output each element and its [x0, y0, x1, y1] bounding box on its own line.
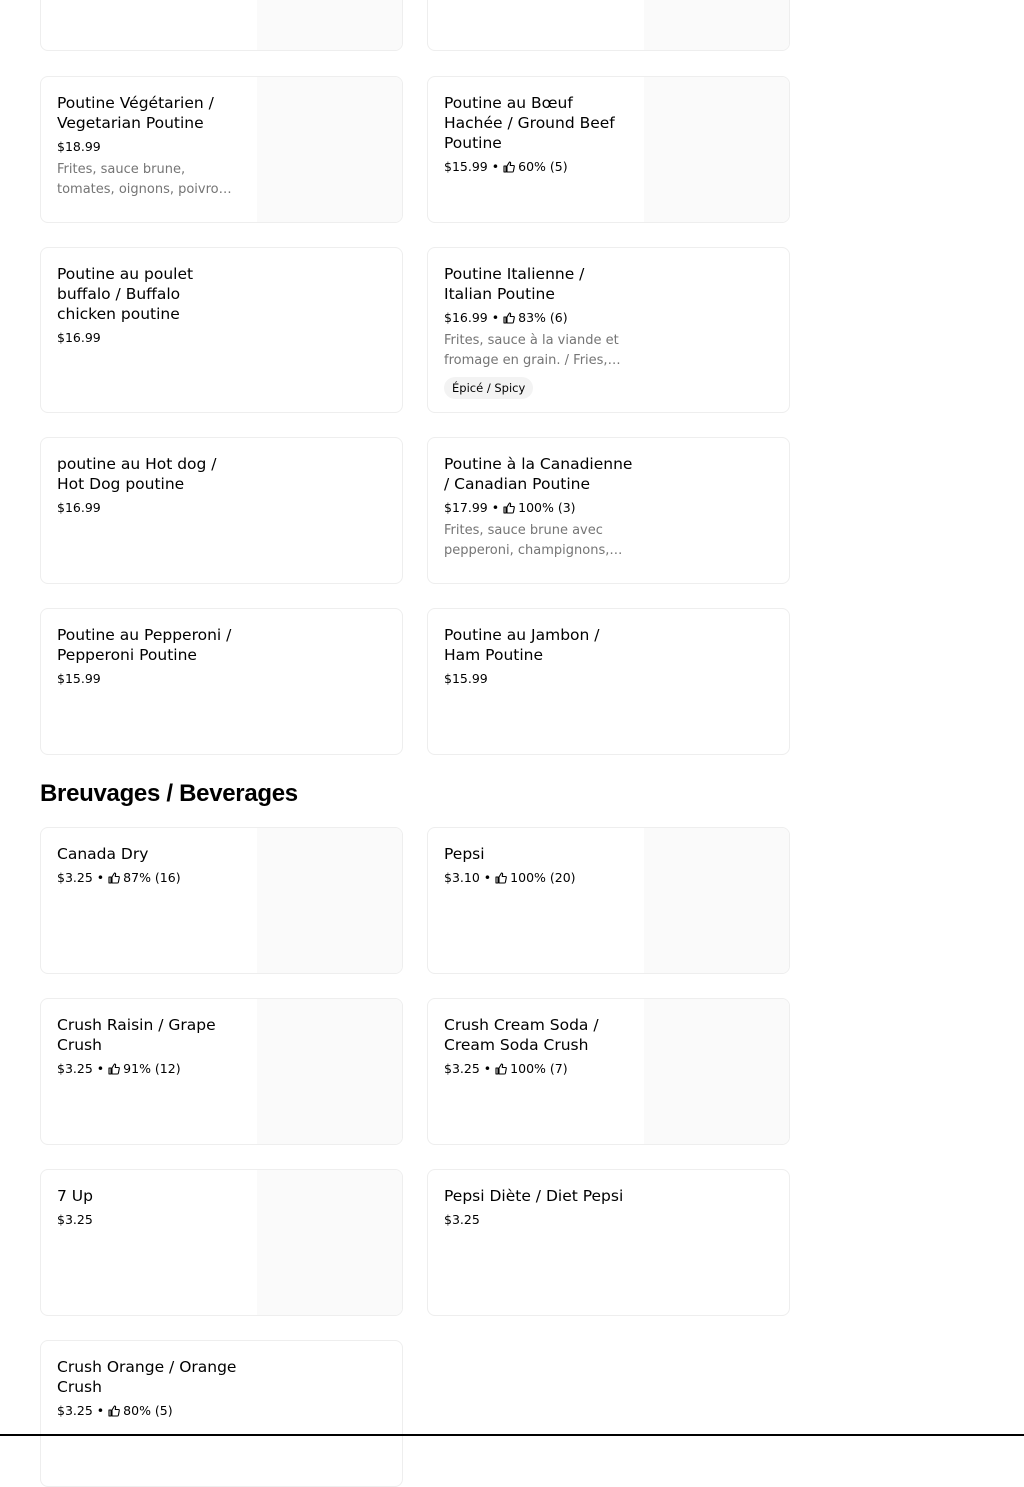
item-image-placeholder: [257, 0, 402, 50]
thumbs-up-icon: [495, 872, 507, 884]
item-rating: 83% (6): [518, 310, 568, 325]
item-title: Poutine Végétarien / Vegetarian Poutine: [57, 94, 214, 132]
item-price: $15.99: [444, 671, 488, 686]
item-price: $3.25: [57, 1403, 93, 1418]
item-title: Crush Cream Soda / Cream Soda Crush: [444, 1016, 599, 1054]
item-title: Pepsi Diète / Diet Pepsi: [444, 1187, 624, 1205]
thumbs-up-icon: [108, 872, 120, 884]
thumbs-up-icon: [503, 161, 515, 173]
item-price: $17.99: [444, 500, 488, 515]
item-title: Pepsi: [444, 845, 485, 863]
item-rating: 80% (5): [123, 1403, 173, 1418]
thumbs-up-icon: [503, 502, 515, 514]
menu-item-card[interactable]: Crush Cream Soda / Cream Soda Crush $3.25 • 100% (7): [427, 998, 790, 1145]
item-price: $16.99: [57, 330, 101, 345]
menu-item-card[interactable]: [427, 1169, 790, 1316]
item-title: 7 Up: [57, 1187, 93, 1205]
item-title: Poutine au Jambon / Ham Poutine: [444, 626, 600, 664]
menu-item-card[interactable]: Crush Orange / Orange Crush $3.25 • 80% (5): [40, 1340, 403, 1487]
menu-item-card[interactable]: [40, 1169, 403, 1316]
section-title-beverages: Breuvages / Beverages: [40, 780, 298, 807]
item-title: poutine au Hot dog / Hot Dog poutine: [57, 455, 217, 493]
item-image-placeholder: [644, 828, 789, 973]
item-image-placeholder: [257, 999, 402, 1144]
item-image-placeholder: [644, 77, 789, 222]
item-rating: 87% (16): [123, 870, 181, 885]
menu-item-card[interactable]: [40, 247, 403, 413]
menu-item-card[interactable]: Crush Raisin / Grape Crush $3.25 • 91% (12): [40, 998, 403, 1145]
item-price: $16.99: [57, 500, 101, 515]
menu-item-card[interactable]: [427, 608, 790, 755]
item-price: $18.99: [57, 139, 101, 154]
menu-item-card[interactable]: [40, 608, 403, 755]
item-description: Frites, sauce à la viande et fromage en grain. / Fries,: [444, 333, 619, 368]
item-price: $16.99: [444, 310, 488, 325]
item-price: $15.99: [444, 159, 488, 174]
item-price: $3.10: [444, 870, 480, 885]
menu-item-card-partial[interactable]: [40, 0, 403, 51]
item-image-placeholder: [257, 1170, 402, 1315]
item-rating: 91% (12): [123, 1061, 181, 1076]
menu-item-card-partial[interactable]: [427, 0, 790, 51]
menu-item-card[interactable]: Canada Dry $3.25 • 87% (16): [40, 827, 403, 974]
menu-item-card[interactable]: [40, 437, 403, 584]
item-price: $3.25: [57, 1061, 93, 1076]
item-rating: 60% (5): [518, 159, 568, 174]
item-description: Frites, sauce brune avec pepperoni, champignons,: [444, 523, 610, 558]
menu-item-card[interactable]: Poutine Italienne / Italian Poutine $16.99 • 83% (6) Frites, sauce à la viande et fromage en grain. / Fries, Épicé / Spicy: [427, 247, 790, 413]
item-image-placeholder: [644, 999, 789, 1144]
item-image-placeholder: [257, 77, 402, 222]
thumbs-up-icon: [503, 312, 515, 324]
item-title: Crush Orange / Orange Crush: [57, 1358, 237, 1396]
menu-item-card[interactable]: [40, 76, 403, 223]
item-price: $3.25: [444, 1061, 480, 1076]
item-description: Frites, sauce brune, tomates, oignons, poivrons: [57, 162, 234, 197]
item-image-placeholder: [644, 0, 789, 50]
item-title: Poutine Italienne / Italian Poutine: [444, 265, 585, 303]
thumbs-up-icon: [108, 1405, 120, 1417]
item-image-placeholder: [257, 828, 402, 973]
item-rating: 100% (20): [510, 870, 576, 885]
item-price: $3.25: [444, 1212, 480, 1227]
thumbs-up-icon: [495, 1063, 507, 1075]
item-price: $3.25: [57, 870, 93, 885]
menu-item-card[interactable]: Poutine au Bœuf Hachée / Ground Beef Poutine $15.99 • 60% (5): [427, 76, 790, 223]
item-title: Poutine au Pepperoni / Pepperoni Poutine: [57, 626, 232, 664]
item-rating: 100% (3): [518, 500, 576, 515]
menu-item-card[interactable]: Pepsi $3.10 • 100% (20): [427, 827, 790, 974]
item-title: Crush Raisin / Grape Crush: [57, 1016, 216, 1054]
item-title: Poutine au Bœuf Hachée / Ground Beef Poutine: [444, 94, 615, 152]
item-title: Poutine à la Canadienne / Canadian Poutine: [444, 455, 633, 493]
thumbs-up-icon: [108, 1063, 120, 1075]
item-rating: 100% (7): [510, 1061, 568, 1076]
menu-item-card[interactable]: Poutine à la Canadienne / Canadian Poutine $17.99 • 100% (3) Frites, sauce brune avec pepperoni, champignons,: [427, 437, 790, 584]
item-price: $3.25: [57, 1212, 93, 1227]
item-price: $15.99: [57, 671, 101, 686]
item-title: Poutine au poulet buffalo / Buffalo chicken poutine: [57, 265, 194, 323]
spicy-badge: Épicé / Spicy: [444, 377, 533, 399]
item-title: Canada Dry: [57, 845, 149, 863]
